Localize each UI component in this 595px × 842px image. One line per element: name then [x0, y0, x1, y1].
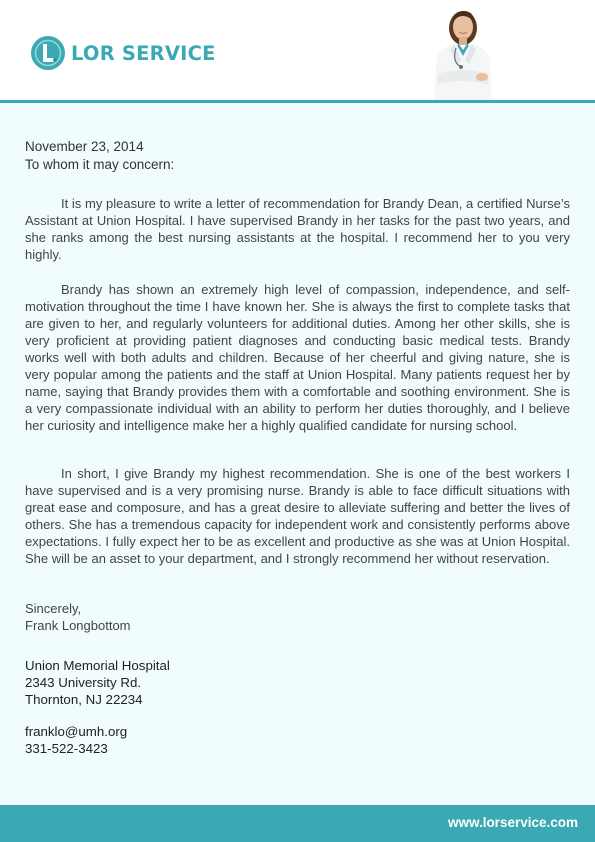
email-address[interactable]: franklo@umh.org: [25, 724, 128, 739]
brand-logo[interactable]: [31, 36, 216, 70]
letter-body: [0, 103, 595, 805]
phone-number: 331-522-3423: [25, 741, 108, 756]
address-block: [25, 657, 170, 708]
paragraph-1: It is my pleasure to write a letter of recommendation for Brandy Dean, a certified Nurse’s Assistant at Union Hospital. I have supervised Brandy in her tasks for the past two years, and she ranks among the best nursing assistants at the hospital. I recommend her to you very highly.: [25, 196, 570, 262]
doctor-photo: [424, 4, 502, 101]
paragraph-2: Brandy has shown an extremely high level of compassion, independence, and self-motivation throughout the time I have known her. She is always the first to complete tasks that are given to her, and regularly volunteers for additional duties. Among her other skills, she is very proficient at providing patient diagnoses and conducting basic medical tests. Brandy works well with both adults and children. Because of her cheerful and giving nature, she is very popular among the patients and the staff at Union Hospital. Many patients request her by name, saying that Brandy provides them with a comfortable and soothing environment. She is a very compassionate individual with an ability to perform her duties thoroughly, and I believe her curiosity and intelligence make her a highly qualified candidate for nursing school.: [25, 282, 570, 433]
letter-l-circle-icon: [31, 36, 65, 70]
organization-name: Union Memorial Hospital: [25, 658, 170, 673]
page-footer: [0, 805, 595, 842]
city-state-zip: Thornton, NJ 22234: [25, 692, 143, 707]
website-link[interactable]: www.lorservice.com: [447, 815, 578, 830]
street-address: 2343 University Rd.: [25, 675, 142, 690]
signer-name: Frank Longbottom: [25, 618, 131, 633]
signature-block: [25, 600, 131, 634]
page-header: [0, 0, 595, 101]
closing-phrase: Sincerely,: [25, 601, 82, 616]
contact-block: [25, 723, 127, 757]
paragraph-3: In short, I give Brandy my highest recommendation. She is one of the best workers I have supervised and is a very promising nurse. Brandy is able to face difficult situations with great ease and composure, and has a great desire to alleviate suffering and better the lives of others. She has a tremendous capacity for independent work and consistently performs above expectations. I fully expect her to be as excellent and productive as she was at Union Hospital. She will be an asset to your department, and I strongly recommend her without reservation.: [25, 466, 570, 566]
brand-name: LOR SERVICE: [71, 41, 216, 65]
letter-greeting: To whom it may concern:: [25, 157, 175, 172]
letter-date: November 23, 2014: [25, 139, 144, 154]
